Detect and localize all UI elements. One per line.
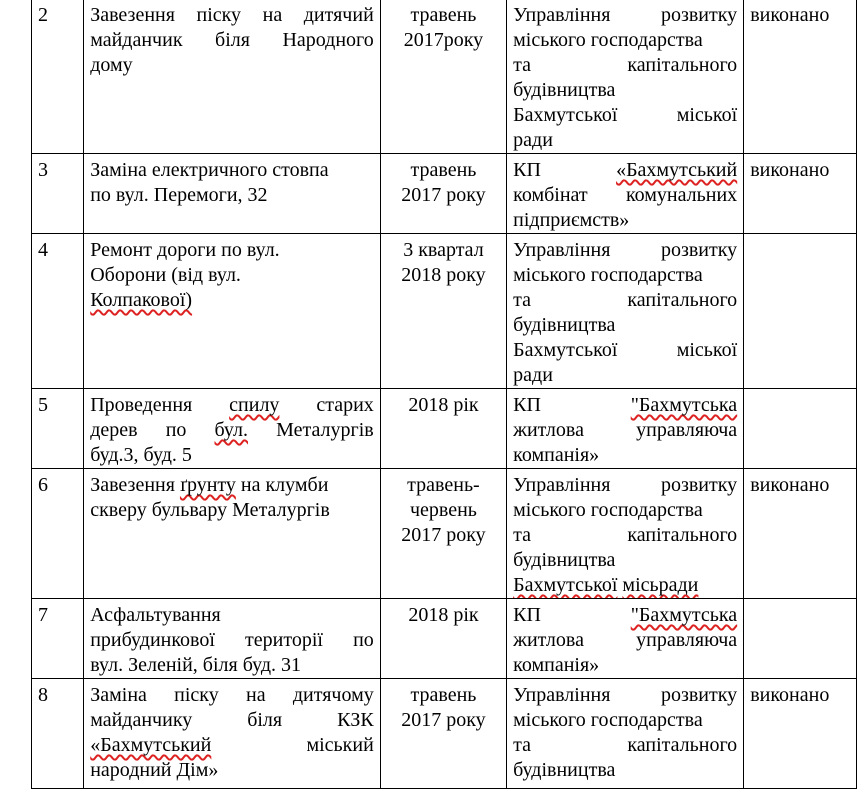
word: на bbox=[240, 474, 261, 496]
word: по bbox=[353, 629, 374, 651]
desc-text-line bbox=[90, 708, 374, 733]
word: житлова bbox=[513, 629, 584, 651]
row-number: 5 bbox=[38, 394, 48, 416]
status-text: виконано bbox=[750, 684, 830, 706]
word: піску bbox=[174, 684, 219, 706]
resp-text-line: ради bbox=[513, 364, 553, 386]
desc-text-line: Ремонт дороги по вул. bbox=[90, 239, 280, 261]
word: майданчику bbox=[90, 709, 193, 731]
word: Управління bbox=[513, 684, 611, 706]
desc-text-line bbox=[90, 3, 374, 28]
spellcheck-flagged-word: «Бахмутський bbox=[90, 734, 212, 756]
word: управляюча bbox=[636, 629, 738, 651]
resp-text-line: підприємств» bbox=[513, 209, 630, 231]
word: Управління bbox=[513, 239, 611, 261]
resp-text-line: міського господарства bbox=[513, 499, 703, 521]
word: біля bbox=[247, 709, 283, 731]
deadline-text-line: 2017 року bbox=[401, 709, 486, 731]
resp-text-line bbox=[513, 733, 737, 758]
spellcheck-flagged-word: "Бахмутська bbox=[630, 604, 738, 626]
resp-text-line bbox=[513, 53, 737, 78]
resp-text-line bbox=[513, 628, 737, 653]
deadline-cell bbox=[380, 0, 506, 154]
deadline-cell bbox=[380, 234, 506, 389]
word: КП bbox=[513, 394, 541, 416]
task-description-cell bbox=[84, 0, 381, 154]
word: міської bbox=[676, 339, 738, 361]
status-text: виконано bbox=[750, 4, 830, 26]
row-number-cell bbox=[32, 679, 84, 789]
resp-text-line: будівництва bbox=[513, 79, 616, 101]
word: міський bbox=[306, 734, 374, 756]
spellcheck-flagged-word: ґрунту bbox=[179, 474, 236, 496]
spellcheck-flagged-word: Колпакової) bbox=[90, 289, 193, 311]
status-cell bbox=[744, 469, 857, 599]
resp-text-line: міського господарства bbox=[513, 709, 703, 731]
resp-text-line bbox=[513, 158, 737, 183]
word: капітального bbox=[627, 524, 738, 546]
desc-text-line: скверу бульвару Металургів bbox=[90, 499, 330, 521]
deadline-cell bbox=[380, 154, 506, 234]
desc-text-line bbox=[90, 683, 374, 708]
word: Завезення bbox=[90, 474, 175, 496]
desc-text-line: народний Дім» bbox=[90, 759, 219, 781]
resp-text-line: компанія» bbox=[513, 654, 600, 676]
word: міської bbox=[676, 104, 738, 126]
word: КП bbox=[513, 604, 541, 626]
responsible-party-cell bbox=[507, 469, 744, 599]
responsible-party-cell bbox=[507, 679, 744, 789]
word: старих bbox=[316, 394, 374, 416]
status-cell bbox=[744, 234, 857, 389]
desc-text-line: Оборони (від вул. bbox=[90, 264, 241, 286]
desc-text-line: дому bbox=[90, 54, 133, 76]
desc-text-line bbox=[90, 393, 374, 418]
row-number: 3 bbox=[38, 159, 48, 181]
resp-text-line bbox=[513, 683, 737, 708]
desc-text-line: по вул. Перемоги, 32 bbox=[90, 184, 268, 206]
row-number: 7 bbox=[38, 604, 48, 626]
deadline-text-line: 3 квартал bbox=[403, 239, 484, 261]
word: по bbox=[165, 419, 187, 441]
row-number: 2 bbox=[38, 4, 48, 26]
status-text: виконано bbox=[750, 474, 830, 496]
task-description-cell bbox=[84, 234, 381, 389]
resp-text-line: міського господарства bbox=[513, 264, 703, 286]
word: та bbox=[513, 524, 532, 546]
resp-text-line: компанія» bbox=[513, 444, 600, 466]
word: капітального bbox=[627, 734, 738, 756]
deadline-text-line: травень bbox=[410, 684, 477, 706]
resp-text-line bbox=[513, 393, 737, 418]
table-row bbox=[32, 234, 857, 389]
task-description-cell bbox=[84, 469, 381, 599]
word: на bbox=[246, 684, 266, 706]
deadline-text-line: 2018 року bbox=[401, 264, 486, 286]
word: та bbox=[513, 289, 532, 311]
word: комунальних bbox=[625, 184, 738, 206]
deadline-text-line: травень bbox=[410, 159, 477, 181]
responsible-party-cell bbox=[507, 0, 744, 154]
deadline-text-line: 2017року bbox=[403, 29, 484, 51]
word: капітального bbox=[627, 289, 738, 311]
word: на bbox=[262, 4, 283, 26]
desc-text-line: вул. Зеленій, біля буд. 31 bbox=[90, 654, 302, 676]
desc-text-line bbox=[90, 28, 374, 53]
word: та bbox=[513, 54, 532, 76]
desc-text-line bbox=[90, 628, 374, 653]
status-cell bbox=[744, 389, 857, 469]
word: капітального bbox=[627, 54, 738, 76]
word: Заміна bbox=[90, 684, 147, 706]
word: житлова bbox=[513, 419, 584, 441]
table-row bbox=[32, 389, 857, 469]
word: Бахмутської bbox=[513, 104, 618, 126]
deadline-text-line: 2017 року bbox=[401, 184, 486, 206]
word: клумби bbox=[265, 474, 329, 496]
status-cell bbox=[744, 0, 857, 154]
spellcheck-flagged-word: бул. bbox=[214, 419, 249, 441]
row-number-cell bbox=[32, 599, 84, 679]
table-row bbox=[32, 469, 857, 599]
resp-text-line bbox=[513, 338, 737, 363]
plans-table bbox=[31, 0, 857, 789]
word: Народного bbox=[282, 29, 374, 51]
table-row bbox=[32, 599, 857, 679]
word: дитячий bbox=[303, 4, 374, 26]
word: КП bbox=[513, 159, 541, 181]
table-row bbox=[32, 679, 857, 789]
resp-text-line bbox=[513, 288, 737, 313]
word: розвитку bbox=[660, 684, 738, 706]
responsible-party-cell bbox=[507, 234, 744, 389]
desc-text-line bbox=[90, 473, 374, 498]
word: розвитку bbox=[660, 474, 738, 496]
spellcheck-flagged-word: "Бахмутська bbox=[630, 394, 738, 416]
word: розвитку bbox=[660, 4, 738, 26]
deadline-text-line: 2018 рік bbox=[408, 394, 479, 416]
resp-text-line: міського господарства bbox=[513, 29, 703, 51]
word: прибудинкової bbox=[90, 629, 215, 651]
resp-text-line bbox=[513, 103, 737, 128]
word: КЗК bbox=[337, 709, 374, 731]
desc-text-line: буд.3, буд. 5 bbox=[90, 444, 192, 466]
table-row bbox=[32, 154, 857, 234]
row-number-cell bbox=[32, 0, 84, 154]
deadline-text-line: червень bbox=[409, 499, 477, 521]
word: біля bbox=[215, 29, 250, 51]
status-text: виконано bbox=[750, 159, 830, 181]
resp-text-line bbox=[513, 603, 737, 628]
desc-text-line: Асфальтування bbox=[90, 604, 221, 626]
row-number: 4 bbox=[38, 239, 48, 261]
resp-text-line bbox=[513, 418, 737, 443]
resp-text-line bbox=[513, 473, 737, 498]
spellcheck-flagged-word: спилу bbox=[229, 394, 280, 416]
resp-text-line bbox=[513, 238, 737, 263]
spellcheck-flagged-word: Бахмутської bbox=[513, 574, 618, 596]
word: та bbox=[513, 734, 532, 756]
word: дитячому bbox=[292, 684, 374, 706]
deadline-cell bbox=[380, 389, 506, 469]
row-number-cell bbox=[32, 389, 84, 469]
status-cell bbox=[744, 679, 857, 789]
word: Завезення bbox=[90, 4, 175, 26]
desc-text-line bbox=[90, 418, 374, 443]
word: піску bbox=[196, 4, 242, 26]
word: управляюча bbox=[636, 419, 738, 441]
resp-text-line bbox=[513, 3, 737, 28]
row-number: 8 bbox=[38, 684, 48, 706]
status-cell bbox=[744, 599, 857, 679]
desc-text-line bbox=[90, 733, 374, 758]
row-number: 6 bbox=[38, 474, 48, 496]
word: розвитку bbox=[660, 239, 738, 261]
resp-text-line bbox=[513, 183, 737, 208]
spellcheck-flagged-word: «Бахмутський bbox=[616, 159, 738, 181]
word: комбінат bbox=[513, 184, 588, 206]
word: Управління bbox=[513, 474, 611, 496]
deadline-text-line: травень- bbox=[407, 474, 480, 496]
status-cell bbox=[744, 154, 857, 234]
word: території bbox=[245, 629, 323, 651]
word: Бахмутської bbox=[513, 339, 618, 361]
responsible-party-cell bbox=[507, 389, 744, 469]
spellcheck-flagged-word: місьради bbox=[622, 574, 699, 596]
word: майданчик bbox=[90, 29, 183, 51]
resp-text-line: будівництва bbox=[513, 549, 616, 571]
task-description-cell bbox=[84, 154, 381, 234]
desc-text-line: Заміна електричного стовпа bbox=[90, 159, 329, 181]
resp-text-line bbox=[513, 523, 737, 548]
table-row bbox=[32, 0, 857, 154]
deadline-text-line: 2018 рік bbox=[408, 604, 479, 626]
deadline-text-line: 2017 року bbox=[401, 524, 486, 546]
resp-text-line: будівництва bbox=[513, 314, 616, 336]
resp-text-line bbox=[513, 573, 737, 598]
responsible-party-cell bbox=[507, 154, 744, 234]
row-number-cell bbox=[32, 234, 84, 389]
deadline-cell bbox=[380, 469, 506, 599]
task-description-cell bbox=[84, 599, 381, 679]
deadline-cell bbox=[380, 679, 506, 789]
deadline-text-line: травень bbox=[410, 4, 477, 26]
plans-table-body bbox=[32, 0, 857, 789]
desc-text-line bbox=[90, 288, 374, 313]
word: Проведення bbox=[90, 394, 193, 416]
resp-text-line: ради bbox=[513, 129, 553, 151]
row-number-cell bbox=[32, 154, 84, 234]
row-number-cell bbox=[32, 469, 84, 599]
resp-text-line: будівництва bbox=[513, 759, 616, 781]
task-description-cell bbox=[84, 389, 381, 469]
word: Металургів bbox=[276, 419, 374, 441]
task-description-cell bbox=[84, 679, 381, 789]
word: дерев bbox=[90, 419, 138, 441]
deadline-cell bbox=[380, 599, 506, 679]
responsible-party-cell bbox=[507, 599, 744, 679]
word: Управління bbox=[513, 4, 611, 26]
